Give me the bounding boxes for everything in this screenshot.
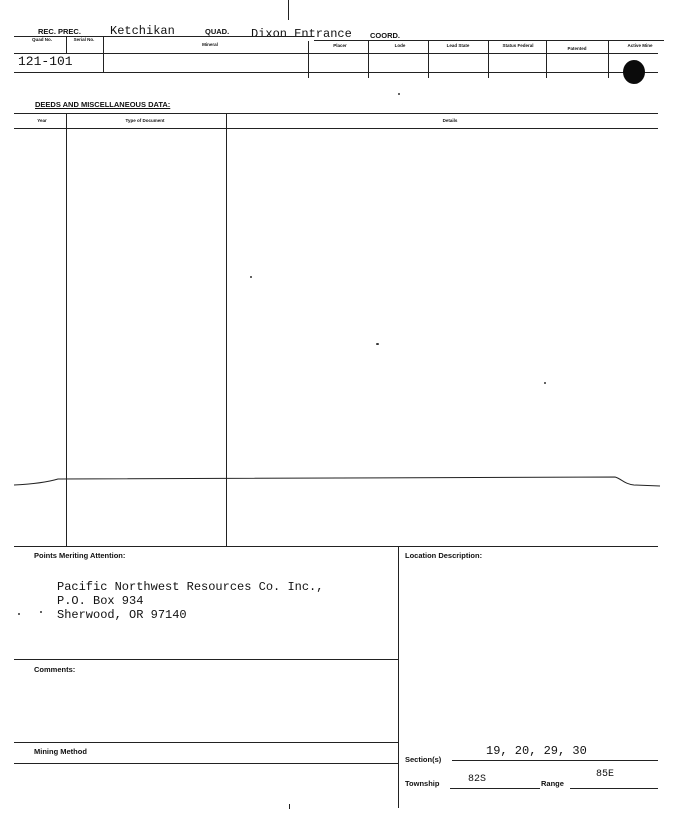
col-active-mine: Active Mine xyxy=(627,43,653,48)
sections-value: 19, 20, 29, 30 xyxy=(486,744,587,758)
range-rule xyxy=(570,788,658,789)
header-rule-mid xyxy=(14,53,658,54)
township-label: Township xyxy=(405,779,440,788)
location-description-label: Location Description: xyxy=(405,551,483,560)
quad-value: Dixon Entrance xyxy=(251,27,352,41)
col-mineral: Mineral xyxy=(202,42,218,47)
header-rule-top-right xyxy=(314,40,664,41)
range-label: Range xyxy=(541,779,564,788)
deeds-title: DEEDS AND MISCELLANEOUS DATA: xyxy=(35,100,171,109)
deeds-col-year: Year xyxy=(37,118,47,123)
col-sep-8 xyxy=(608,41,609,78)
col-sep-4 xyxy=(368,41,369,78)
speck xyxy=(398,93,400,95)
sections-label: Section(s) xyxy=(405,755,442,764)
top-tick-mark xyxy=(288,0,289,20)
speck xyxy=(544,382,546,384)
sections-rule xyxy=(452,760,658,761)
quad-number-value: 121-101 xyxy=(18,54,73,69)
points-line-2: P.O. Box 934 xyxy=(57,594,144,608)
speck xyxy=(40,611,42,613)
comments-rule xyxy=(14,659,398,660)
header-rule-top xyxy=(14,36,314,37)
comments-label: Comments: xyxy=(34,665,76,674)
col-quad-no: Quad No. xyxy=(32,37,52,42)
deeds-rule-top xyxy=(14,113,658,114)
bottom-center-divider xyxy=(398,546,399,808)
points-line-3: Sherwood, OR 97140 xyxy=(57,608,187,622)
coord-label: COORD. xyxy=(370,31,400,40)
col-sep-3 xyxy=(308,41,309,78)
col-serial-no: Serial No. xyxy=(73,37,95,42)
speck xyxy=(376,343,379,345)
col-sep-2 xyxy=(103,36,104,73)
page-fold-curve xyxy=(0,470,678,500)
col-sep-5 xyxy=(428,41,429,78)
rec-prec-label: REC. PREC. xyxy=(38,27,81,36)
col-sep-6 xyxy=(488,41,489,78)
points-line-1: Pacific Northwest Resources Co. Inc., xyxy=(57,580,324,594)
mining-rule xyxy=(14,742,398,743)
deeds-rule-header xyxy=(14,128,658,129)
col-sep-7 xyxy=(546,41,547,78)
rec-prec-value: Ketchikan xyxy=(110,24,175,38)
mining-method-label: Mining Method xyxy=(34,747,87,756)
bottom-tick-mark xyxy=(289,804,290,809)
punch-hole xyxy=(623,60,645,84)
col-placer: Placer xyxy=(333,43,347,48)
township-value: 82S xyxy=(468,774,487,785)
deeds-col-details: Details xyxy=(442,118,458,123)
col-lead-state: Lead State xyxy=(446,43,470,48)
mining-rule-bottom xyxy=(14,763,398,764)
speck xyxy=(250,276,252,278)
bottom-rule-top xyxy=(14,546,658,547)
quad-label: QUAD. xyxy=(205,27,230,36)
header-rule-bottom xyxy=(14,72,658,73)
col-patented: Patented xyxy=(567,46,587,51)
range-value: 85E xyxy=(596,769,615,780)
col-sep-1 xyxy=(66,36,67,54)
col-lode: Lode xyxy=(394,43,406,48)
deeds-col-type: Type of Document xyxy=(125,118,165,123)
township-rule xyxy=(450,788,540,789)
points-address xyxy=(57,580,323,622)
points-label: Points Meriting Attention: xyxy=(34,551,126,560)
speck xyxy=(18,613,20,615)
col-status-federal: Status Federal xyxy=(502,43,534,48)
